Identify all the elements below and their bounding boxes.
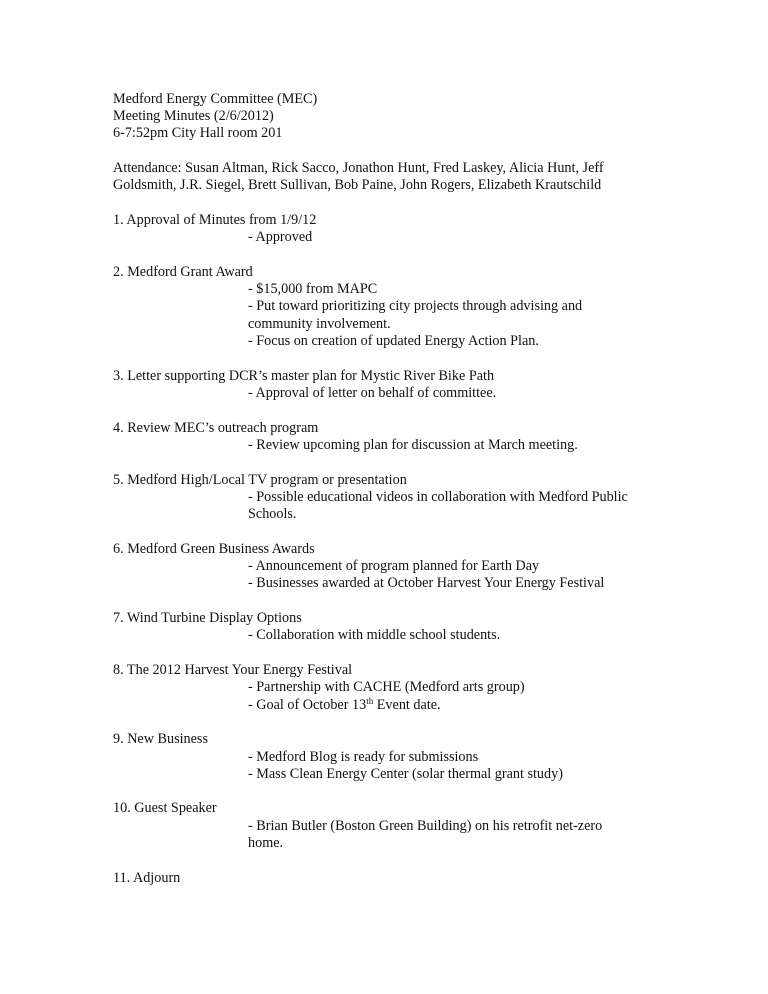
item-title: 10. Guest Speaker xyxy=(113,800,217,816)
item-note: - Review upcoming plan for discussion at March meeting. xyxy=(248,437,578,453)
item-title: 8. The 2012 Harvest Your Energy Festival xyxy=(113,662,353,678)
item-note: - Possible educational videos in collaboration with Medford Public xyxy=(248,489,628,505)
meeting-title: Meeting Minutes (2/6/2012) xyxy=(113,108,274,124)
item-note: - Medford Blog is ready for submissions xyxy=(248,749,479,765)
item-note: - Brian Butler (Boston Green Building) on his retrofit net-zero xyxy=(248,818,603,834)
item-note: - Partnership with CACHE (Medford arts group) xyxy=(248,679,525,695)
item-note-goal xyxy=(248,697,441,714)
item-title: 7. Wind Turbine Display Options xyxy=(113,610,302,626)
item-title: 6. Medford Green Business Awards xyxy=(113,541,315,557)
committee-name: Medford Energy Committee (MEC) xyxy=(113,91,318,107)
ordinal-suffix: th xyxy=(366,696,374,706)
item-note: - $15,000 from MAPC xyxy=(248,281,378,297)
item-note: home. xyxy=(248,835,284,851)
item-title: 11. Adjourn xyxy=(113,870,181,886)
item-note: Schools. xyxy=(248,506,297,522)
item-note: - Focus on creation of updated Energy Action Plan. xyxy=(248,333,539,349)
item-title: 1. Approval of Minutes from 1/9/12 xyxy=(113,212,317,228)
item-note: - Collaboration with middle school students. xyxy=(248,627,501,643)
item-title: 9. New Business xyxy=(113,731,208,747)
item-title: 4. Review MEC’s outreach program xyxy=(113,420,319,436)
attendance-line-1: Attendance: Susan Altman, Rick Sacco, Jonathon Hunt, Fred Laskey, Alicia Hunt, Jeff xyxy=(113,160,604,176)
item-title: 2. Medford Grant Award xyxy=(113,264,253,280)
meeting-time-location: 6-7:52pm City Hall room 201 xyxy=(113,125,283,141)
item-note: - Businesses awarded at October Harvest Your Energy Festival xyxy=(248,575,605,591)
item-title: 5. Medford High/Local TV program or presentation xyxy=(113,472,407,488)
item-title: 3. Letter supporting DCR’s master plan for Mystic River Bike Path xyxy=(113,368,495,384)
goal-text-end: Event date. xyxy=(373,697,441,713)
item-note: - Put toward prioritizing city projects through advising and xyxy=(248,298,583,314)
item-note: - Announcement of program planned for Earth Day xyxy=(248,558,540,574)
item-note: - Approved xyxy=(248,229,313,245)
attendance-line-2: Goldsmith, J.R. Siegel, Brett Sullivan, Bob Paine, John Rogers, Elizabeth Krautschild xyxy=(113,177,602,193)
goal-text: - Goal of October 13 xyxy=(248,697,367,713)
item-note: community involvement. xyxy=(248,316,391,332)
item-note: - Approval of letter on behalf of committee. xyxy=(248,385,497,401)
item-note: - Mass Clean Energy Center (solar thermal grant study) xyxy=(248,766,563,782)
